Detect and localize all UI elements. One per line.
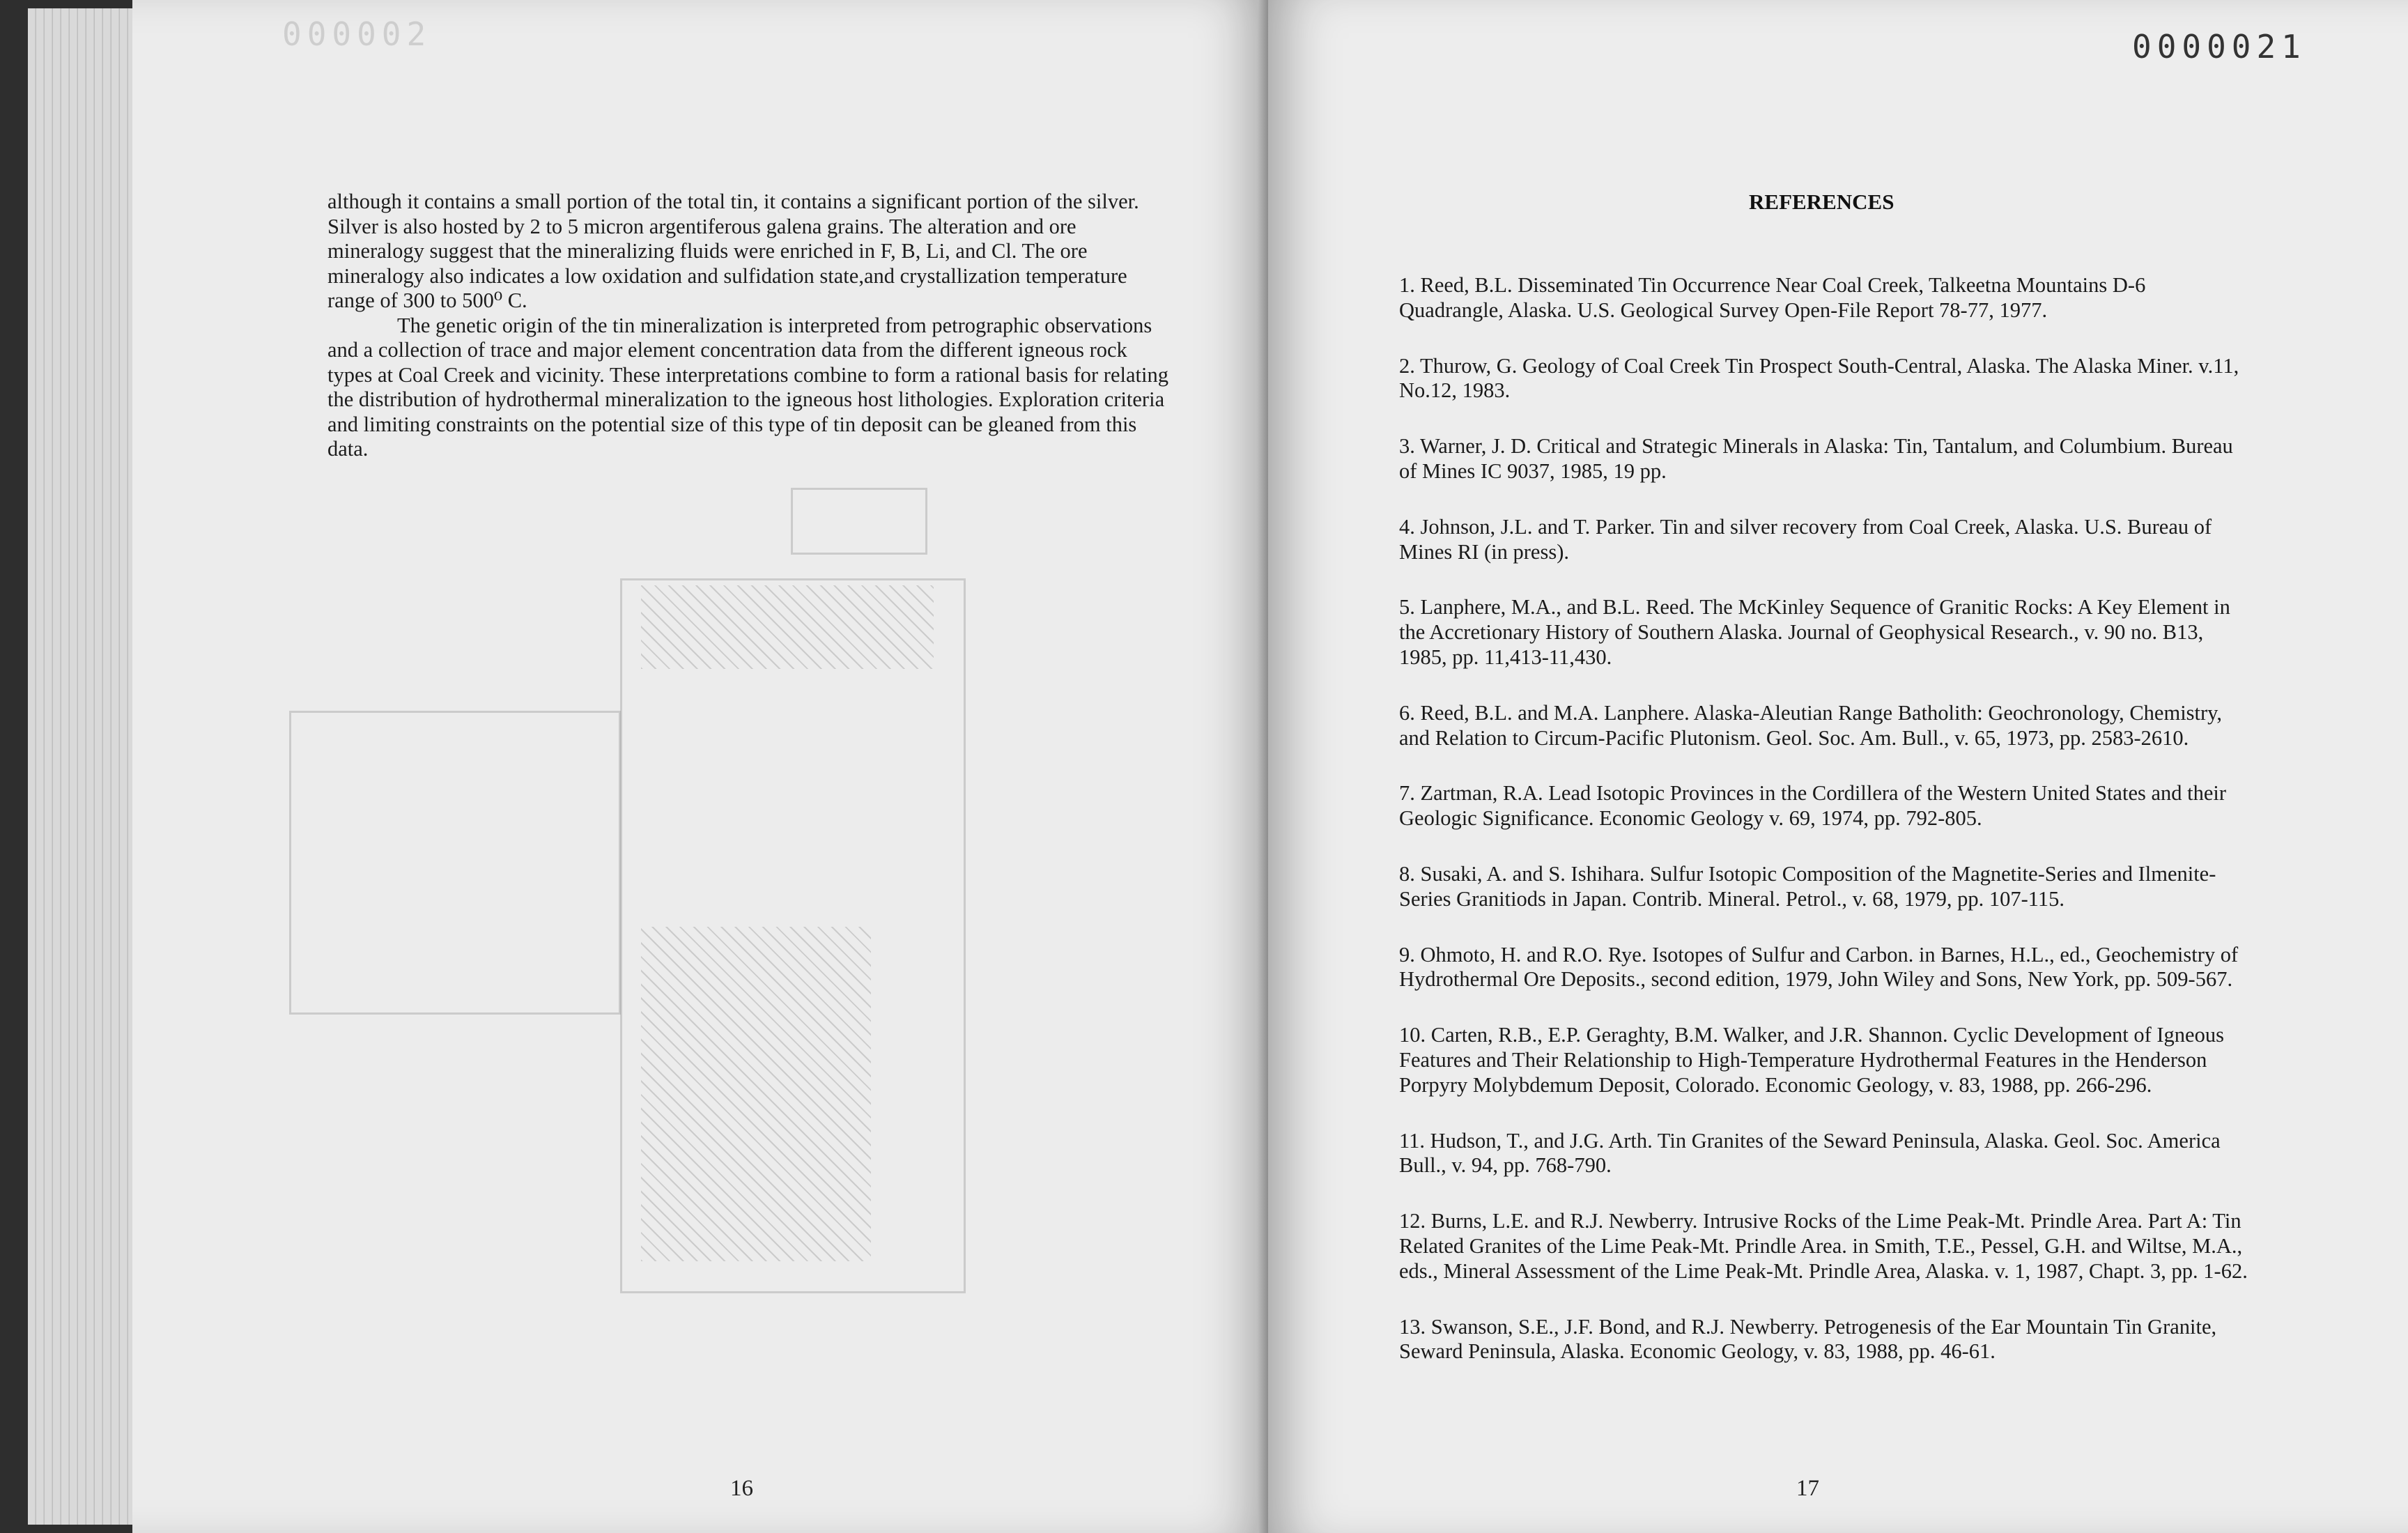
reference-item: 9. Ohmoto, H. and R.O. Rye. Isotopes of Sulfur and Carbon. in Barnes, H.L., ed., Geochemistry of Hydrothermal Ore Deposits., second edition, 1979, John Wiley and Sons, New York, pp. 509-567. bbox=[1399, 942, 2239, 992]
bleed-through-table bbox=[289, 711, 621, 1015]
reference-item: 12. Burns, L.E. and R.J. Newberry. Intrusive Rocks of the Lime Peak-Mt. Prindle Area. Part A: Tin Related Granites of the Lime Peak-Mt. Prindle Area. in Smith, T.E., Pessel, G.H. and Wiltse, M.A., eds., Mineral Assessment of the Lime Peak-Mt. Prindle Area, Alaska. v. 1, 1987, Chapt. 3, pp. 1-62. bbox=[1399, 1209, 2248, 1283]
bleed-through-hatch-bottom bbox=[641, 927, 871, 1261]
reference-item: 5. Lanphere, M.A., and B.L. Reed. The McKinley Sequence of Granitic Rocks: A Key Element in the Accretionary History of Southern Alaska. Journal of Geophysical Research., v. 90 no. B13, 1985, pp. 11,413-11,430. bbox=[1399, 595, 2230, 669]
right-page-stamp: 0000021 bbox=[2132, 28, 2306, 66]
page-edges bbox=[28, 8, 139, 1525]
left-page-number: 16 bbox=[730, 1476, 753, 1501]
bleed-through-legend bbox=[791, 488, 927, 555]
references-title: REFERENCES bbox=[1749, 190, 1894, 214]
reference-item: 10. Carten, R.B., E.P. Geraghty, B.M. Walker, and J.R. Shannon. Cyclic Development of Igneous Features and Their Relationship to High-Temperature Hydrothermal Features in the Henderson Porpyry Molybdemum Deposit, Colorado. Economic Geology, v. 83, 1988, pp. 266-296. bbox=[1399, 1023, 2224, 1097]
reference-item: 13. Swanson, S.E., J.F. Bond, and R.J. Newberry. Petrogenesis of the Ear Mountain Tin Granite, Seward Peninsula, Alaska. Economic Geology, v. 83, 1988, pp. 46-61. bbox=[1399, 1314, 2217, 1364]
references-list bbox=[1399, 273, 2251, 1395]
paragraph-1: although it contains a small portion of the total tin, it contains a significant portion of the silver. Silver is also hosted by 2 to 5 micron argentiferous galena grains. The alteration and ore mineralogy suggest that the mineralizing fluids were enriched in F, B, Li, and Cl. The ore mineralogy also indicates a low oxidation and sulfidation state,and crystallization temperature range of 300 to 500⁰ C. bbox=[327, 190, 1139, 312]
left-body-text bbox=[327, 190, 1171, 462]
left-page-stamp: 000002 bbox=[282, 15, 432, 53]
reference-item: 4. Johnson, J.L. and T. Parker. Tin and silver recovery from Coal Creek, Alaska. U.S. Bureau of Mines RI (in press). bbox=[1399, 514, 2212, 564]
reference-item: 6. Reed, B.L. and M.A. Lanphere. Alaska-Aleutian Range Batholith: Geochronology, Chemistry, and Relation to Circum-Pacific Plutonism. Geol. Soc. Am. Bull., v. 65, 1973, pp. 2583-2610. bbox=[1399, 700, 2223, 750]
reference-item: 2. Thurow, G. Geology of Coal Creek Tin Prospect South-Central, Alaska. The Alaska Miner. v.11, No.12, 1983. bbox=[1399, 353, 2239, 403]
bleed-through-hatch-top bbox=[641, 585, 934, 669]
reference-item: 7. Zartman, R.A. Lead Isotopic Provinces in the Cordillera of the Western United States and their Geologic Significance. Economic Geology v. 69, 1974, pp. 792-805. bbox=[1399, 781, 2227, 831]
right-page-number: 17 bbox=[1796, 1476, 1819, 1501]
paragraph-2: The genetic origin of the tin mineralization is interpreted from petrographic observations and a collection of trace and major element concentration data from the different igneous rock types at Coal Creek and vicinity. These interpretations combine to form a rational basis for relating the distribution of hydrothermal mineralization to the igneous host lithologies. Exploration criteria and limiting constraints on the potential size of this type of tin deposit can be gleaned from this data. bbox=[327, 313, 1168, 461]
reference-item: 3. Warner, J. D. Critical and Strategic Minerals in Alaska: Tin, Tantalum, and Columbium. Bureau of Mines IC 9037, 1985, 19 pp. bbox=[1399, 434, 2233, 483]
reference-item: 8. Susaki, A. and S. Ishihara. Sulfur Isotopic Composition of the Magnetite-Series and Ilmenite-Series Granitiods in Japan. Contrib. Mineral. Petrol., v. 68, 1979, pp. 107-115. bbox=[1399, 861, 2216, 911]
reference-item: 11. Hudson, T., and J.G. Arth. Tin Granites of the Seward Peninsula, Alaska. Geol. Soc. America Bull., v. 94, pp. 768-790. bbox=[1399, 1128, 2221, 1178]
reference-item: 1. Reed, B.L. Disseminated Tin Occurrence Near Coal Creek, Talkeetna Mountains D-6 Quadrangle, Alaska. U.S. Geological Survey Open-File Report 78-77, 1977. bbox=[1399, 273, 2146, 322]
